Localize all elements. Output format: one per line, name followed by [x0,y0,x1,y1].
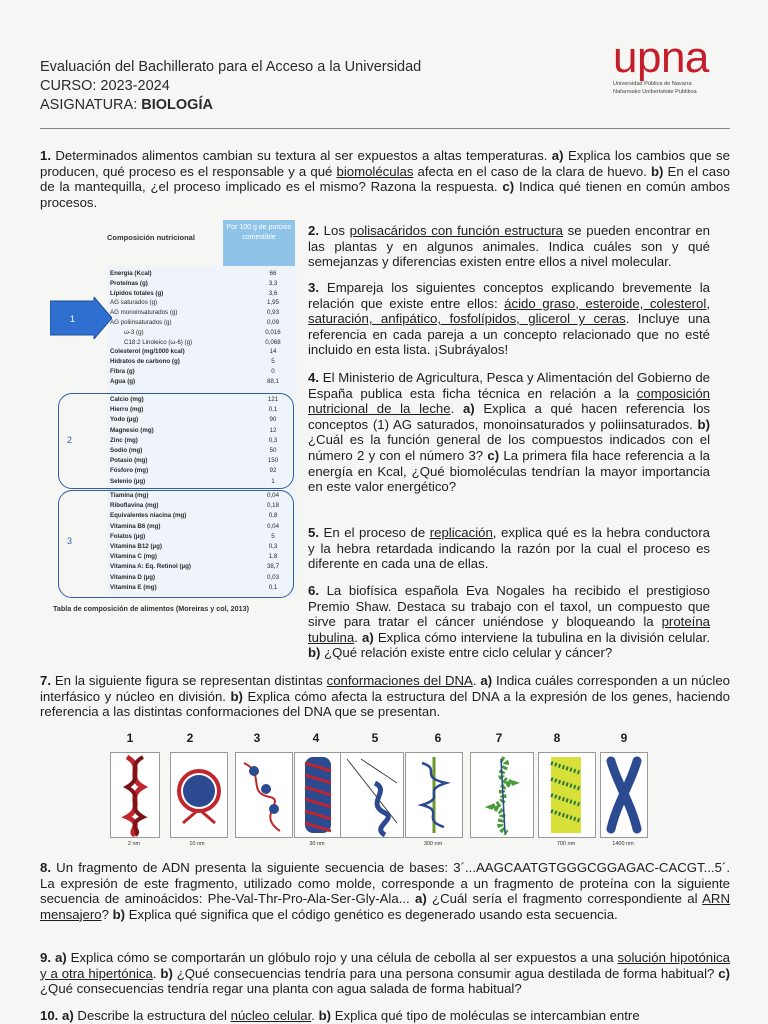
q5-number: 5. [308,525,319,540]
q1-part-b: b) [650,163,664,179]
q9-part-c: c) [718,965,730,981]
scale-label: 300 nm [423,841,443,847]
nutrient-name: Hidratos de carbono (g) [110,358,180,366]
q4-text: La primera fila hace referencia a la energía en Kcal, ¿Qué biomoléculas tendrían la mayor importancia en este valor energético? [308,447,710,495]
q9-text: . [152,965,161,981]
scale-label: 10 nm [189,841,205,847]
figure-label: 9 [620,731,628,745]
nutrient-value: 150 [267,457,279,465]
q9-underlined: solución hipotónica y a otra hipertónica [40,950,730,981]
q4-part-b: b) [697,416,710,432]
figure-label: 6 [434,731,442,745]
beads-on-string-icon [236,753,292,837]
q3-text: . Incluye una referencia en cada pareja a un concepto relacionado que no esté incluido en esta lista. ¡Subráyalos! [308,311,711,358]
nutrient-name: Colesterol (mg/1000 kcal) [110,348,185,356]
nutrient-name: Vitamina A: Eq. Retinol (µg) [110,563,191,571]
nutrient-name: AG poliinsaturados (g) [110,319,172,326]
nutrient-name: Vitamina B6 (mg) [110,522,161,530]
q7-part-b: b) [230,688,243,704]
condensed-section [538,752,596,838]
q6-text: ¿Qué relación existe entre ciclo celular y cáncer? [320,645,613,661]
group-2-label: 2 [67,435,73,445]
nutrient-value: 90 [269,416,277,424]
nutrient-value: 0,03 [266,573,280,581]
q7-part-a: a) [480,673,493,688]
question-6 [308,583,710,661]
q4-underlined: composición nutricional de la leche [308,385,710,417]
question-2 [308,223,710,270]
nutrient-value: 0,93 [266,309,280,317]
figure-label: 3 [253,731,261,745]
condensed-loops-icon [471,753,533,837]
nutrient-value: 3,6 [268,289,278,297]
q5-text: , explica qué es la hebra conductora y la hebra retardada indicando la razón por la cual el proceso es diferente en cada una de ellas. [308,525,710,572]
figure-label: 2 [186,731,194,745]
metaphase-chromosome [600,752,648,838]
q7-text: Explica cómo afecta la estructura del DNA a la expresión de los genes, haciendo referencia a las distintas conformaciones del DNA que se presentan. [40,688,730,720]
chromosome-icon [601,753,647,837]
q5-underlined: replicación [429,525,493,540]
group-2-outline [58,393,294,489]
figure-label: 8 [553,731,561,745]
q9-part-b: b) [160,965,173,981]
chromatin-fiber-30nm [294,752,342,838]
table-title: Composición nutricional [107,233,195,242]
q3-text: Empareja los siguientes conceptos explicando brevemente la relación que existe entre ellos: [308,280,710,311]
nutrient-value: 0,09 [266,319,280,326]
scale-label: 30 nm [309,841,325,847]
nutrient-name: Fósforo (mg) [110,467,149,475]
nutrient-name: Riboflavina (mg) [110,502,159,510]
nutrient-value: 0,04 [266,522,280,530]
q8-part-b: b) [112,906,126,922]
nutrient-value: 1 [271,477,275,485]
q8-part-a: a) [415,891,427,907]
beads-on-string [235,752,293,838]
nutrient-name: Vitamina E (mg) [110,583,157,591]
q7-underlined: conformaciones del DNA [326,673,473,688]
q4-part-a: a) [462,401,475,417]
nutrient-value: 14 [269,348,277,356]
scale-label: 1400 nm [612,841,634,847]
nutrient-value: 0,1 [268,583,278,591]
group-3-outline [58,490,294,598]
q2-text: se pueden encontrar en las plantas y en algunos animales. Indica cuáles son y qué semejanzas y diferencias existen entre ellos a nivel molecular. [308,223,710,270]
q7-text: Indica cuáles corresponden a un núcleo interfásico y núcleo en división. [40,673,730,704]
q4-text: . [450,401,463,417]
nutrient-value: 50 [269,447,277,454]
q1-underlined: biomoléculas [336,163,414,179]
q8-text: ¿Cuál sería el fragmento correspondiente al [426,891,703,907]
nutrient-value: 66 [269,270,277,277]
q7-number: 7. [40,673,51,688]
figure-label: 5 [371,731,379,745]
nutrient-value: 5 [271,358,275,366]
nutrient-name: Lípidos totales (g) [110,289,164,297]
double-helix-icon [111,753,159,837]
q4-text: El Ministerio de Agricultura, Pesca y Alimentación del Gobierno de España publica esta ficha técnica en relación a la [308,370,710,401]
nutrient-name: Zinc (mg) [110,436,138,444]
nutrient-value: 0,3 [268,543,278,550]
nutrient-value: 121 [267,396,279,403]
nutrient-name: Proteínas (g) [110,279,148,287]
dna-double-helix [110,752,160,838]
nutrient-name: Fibra (g) [110,368,135,375]
question-8 [40,860,730,922]
q2-underlined: polisacáridos con función estructura [349,223,564,238]
nutrient-value: 3,3 [268,279,278,287]
q10-number: 10. [40,1008,59,1023]
nutrient-value: 0,18 [266,502,280,510]
q1-text: afecta en el caso de la clara de huevo. [413,163,651,179]
nutrient-name: Vitamina B12 (µg) [110,543,162,550]
q1-text: Explica los cambios que se producen, qué proceso es el responsable y a qué [40,148,730,179]
nutrient-name: Energía (Kcal) [110,270,152,277]
figure-label: 7 [495,731,503,745]
nucleosome-icon [171,753,227,837]
question-7 [40,673,730,720]
q7-text: . [472,673,481,688]
nutrient-value: 1,95 [266,299,280,307]
fiber-loops [340,752,404,838]
nutrient-name: C18:2 Linoleico (ω-6) (g) [124,338,193,346]
nucleosome [170,752,228,838]
nutrient-value: 0,068 [265,338,281,346]
figure-label: 1 [126,731,134,745]
nutrient-name: AG saturados (g) [110,299,158,307]
scale-label: 2 nm [127,841,141,847]
q10-text: . [311,1008,319,1023]
q2-number: 2. [308,223,319,238]
condensed-section-icon [539,753,595,837]
q6-text: Explica cómo interviene la tubulina en la división celular. [373,629,710,645]
scale-label: 700 nm [556,841,576,847]
scaffold-loops-icon [406,753,462,837]
question-3 [308,280,710,358]
q8-text: ? [101,906,113,922]
header-line-2: CURSO: 2023-2024 [40,78,170,94]
nutrient-value: 0,04 [266,492,280,499]
q7-text: En la siguiente figura se representan distintas [51,673,327,688]
q6-underlined: proteína tubulina [308,614,710,645]
nutrient-name: Selenio (µg) [110,477,146,485]
group-1-label: 1 [70,314,76,324]
q5-text: En el proceso de [319,525,430,540]
figure-label: 4 [312,731,320,745]
nutrient-value: 1,8 [268,553,278,561]
q6-text: La biofísica española Eva Nogales ha recibido el prestigioso Premio Shaw. Destaca su trabajo con el taxol, un compuesto que sirve para tratar el cáncer uniéndose y bloqueando la [308,583,710,630]
q6-number: 6. [308,583,319,598]
q10-part-b: b) [318,1008,332,1023]
condensed-loops [470,752,534,838]
nutrient-value: 0,3 [268,436,278,444]
group-3-label: 3 [67,536,73,546]
fiber-loops-icon [341,753,403,837]
q9-text: Explica cómo se comportarán un glóbulo rojo y una célula de cebolla al ser expuestos a una [66,950,618,965]
nutrient-name: AG monoinsaturados (g) [110,309,178,317]
nutrient-name: Agua (g) [110,377,136,385]
q6-part-b: b) [308,645,321,661]
q6-text: . [354,629,362,645]
q4-part-c: c) [487,447,500,463]
header-divider [40,128,730,129]
q9-number: 9. [40,950,51,965]
q1-text: En el caso de la mantequilla, ¿el proceso implicado es el mismo? Razona la respuesta. [40,163,730,195]
q8-underlined: ARN mensajero [40,891,730,922]
q9-part-a: a) [54,950,67,965]
nutrient-value: 12 [269,426,277,434]
nutrient-value: 88,1 [266,377,280,385]
q10-text: Describe la estructura del [73,1008,231,1023]
logo-subtitle-2: Nafarroako Unibertsitate Publikoa [613,89,697,95]
q1-text: Determinados alimentos cambian su textura al ser expuestos a altas temperaturas. [51,148,552,163]
q4-text: Explica a qué hacen referencia los conceptos (1) AG saturados, monoinsaturados y poliinsaturados. [308,401,711,432]
q4-text: ¿Cuál es la función general de los compuestos indicados con el número 2 y con el número 3? [308,432,710,463]
logo-word: upna [613,33,709,82]
nutrient-name: Equivalentes niacina (mg) [110,512,187,520]
q3-number: 3. [308,280,319,295]
q6-part-a: a) [362,629,374,645]
question-1 [40,148,730,210]
chromatin-fiber-icon [295,753,341,837]
q4-number: 4. [308,370,319,385]
nutrient-name: Vitamina C (mg) [110,553,157,561]
logo-subtitle-1: Universidad Pública de Navarra [613,81,692,87]
question-4 [308,370,710,495]
q8-text: Un fragmento de ADN presenta la siguiente secuencia de bases: 3´...AAGCAATGTGGGCGGAGAC-CACGT...5´. La expresión de este fragmento, utilizado como molde, corresponde a un fragmento de proteína con la siguiente secuencia de aminoácidos: Phe-Val-Thr-Pro-Ala-Ser-Gly-Ala... [40,860,730,907]
nutrient-name: Yodo (µg) [110,416,139,424]
q10-text: Explica qué tipo de moléculas se intercambian entre [331,1008,640,1023]
nutrient-name: Tiamina (mg) [110,492,149,499]
nutrient-name: Folatos (µg) [110,532,146,540]
q8-text: Explica qué significa que el código genético es degenerado usando esta secuencia. [125,906,618,922]
q2-text: Los [319,223,350,238]
q3-underlined: ácido graso, esteroide, colesterol, saturación, anfipático, fosfolípidos, glicerol y ceras [308,295,710,327]
nutrient-name: Hierro (mg) [110,406,144,414]
nutrient-name: Calcio (mg) [110,396,144,403]
nutrient-value: 92 [269,467,277,475]
university-logo [613,33,733,96]
nutrient-value: 5 [271,532,275,540]
table-caption: Tabla de composición de alimentos (Moreiras y col, 2013) [53,604,249,613]
nutrient-value: 38,7 [266,563,280,571]
q8-number: 8. [40,860,51,875]
q9-text: ¿Qué consecuencias tendría para una persona consumir agua destilada de forma habitual? [172,965,719,981]
scaffold-loops [405,752,463,838]
nutrient-name: Vitamina D (µg) [110,573,156,581]
nutrient-value: 0,016 [265,328,281,336]
header-subject: BIOLOGÍA [141,97,213,113]
nutrient-name: Sodio (mg) [110,447,143,454]
exam-header [40,58,480,115]
q10-part-a: a) [62,1008,74,1023]
question-10 [40,1008,730,1024]
question-9 [40,950,730,997]
nutrient-value: 0,8 [268,512,278,520]
header-line-3 [40,96,480,115]
nutrient-value: 0 [271,368,275,375]
q1-part-c: c) [502,179,515,195]
q1-number: 1. [40,148,51,163]
question-5 [308,525,710,572]
header-line-1: Evaluación del Bachillerato para el Acceso a la Universidad [40,59,422,75]
nutrient-name: Potasio (mg) [110,457,148,465]
nutrient-name: ω-3 (g) [124,328,144,336]
table-column-header: Por 100 g de porción comestible [223,220,295,266]
q1-part-a: a) [551,148,564,163]
q1-text: Indica qué tienen en común ambos procesos. [40,179,730,210]
nutrient-name: Magnesio (mg) [110,426,154,434]
group-1-arrow [50,297,112,339]
header-subject-prefix: ASIGNATURA: [40,97,142,113]
q10-underlined: núcleo celular [230,1008,312,1023]
q9-text: ¿Qué consecuencias tendría regar una planta con agua salada de forma habitual? [40,981,522,997]
nutrient-value: 0,1 [268,406,278,414]
